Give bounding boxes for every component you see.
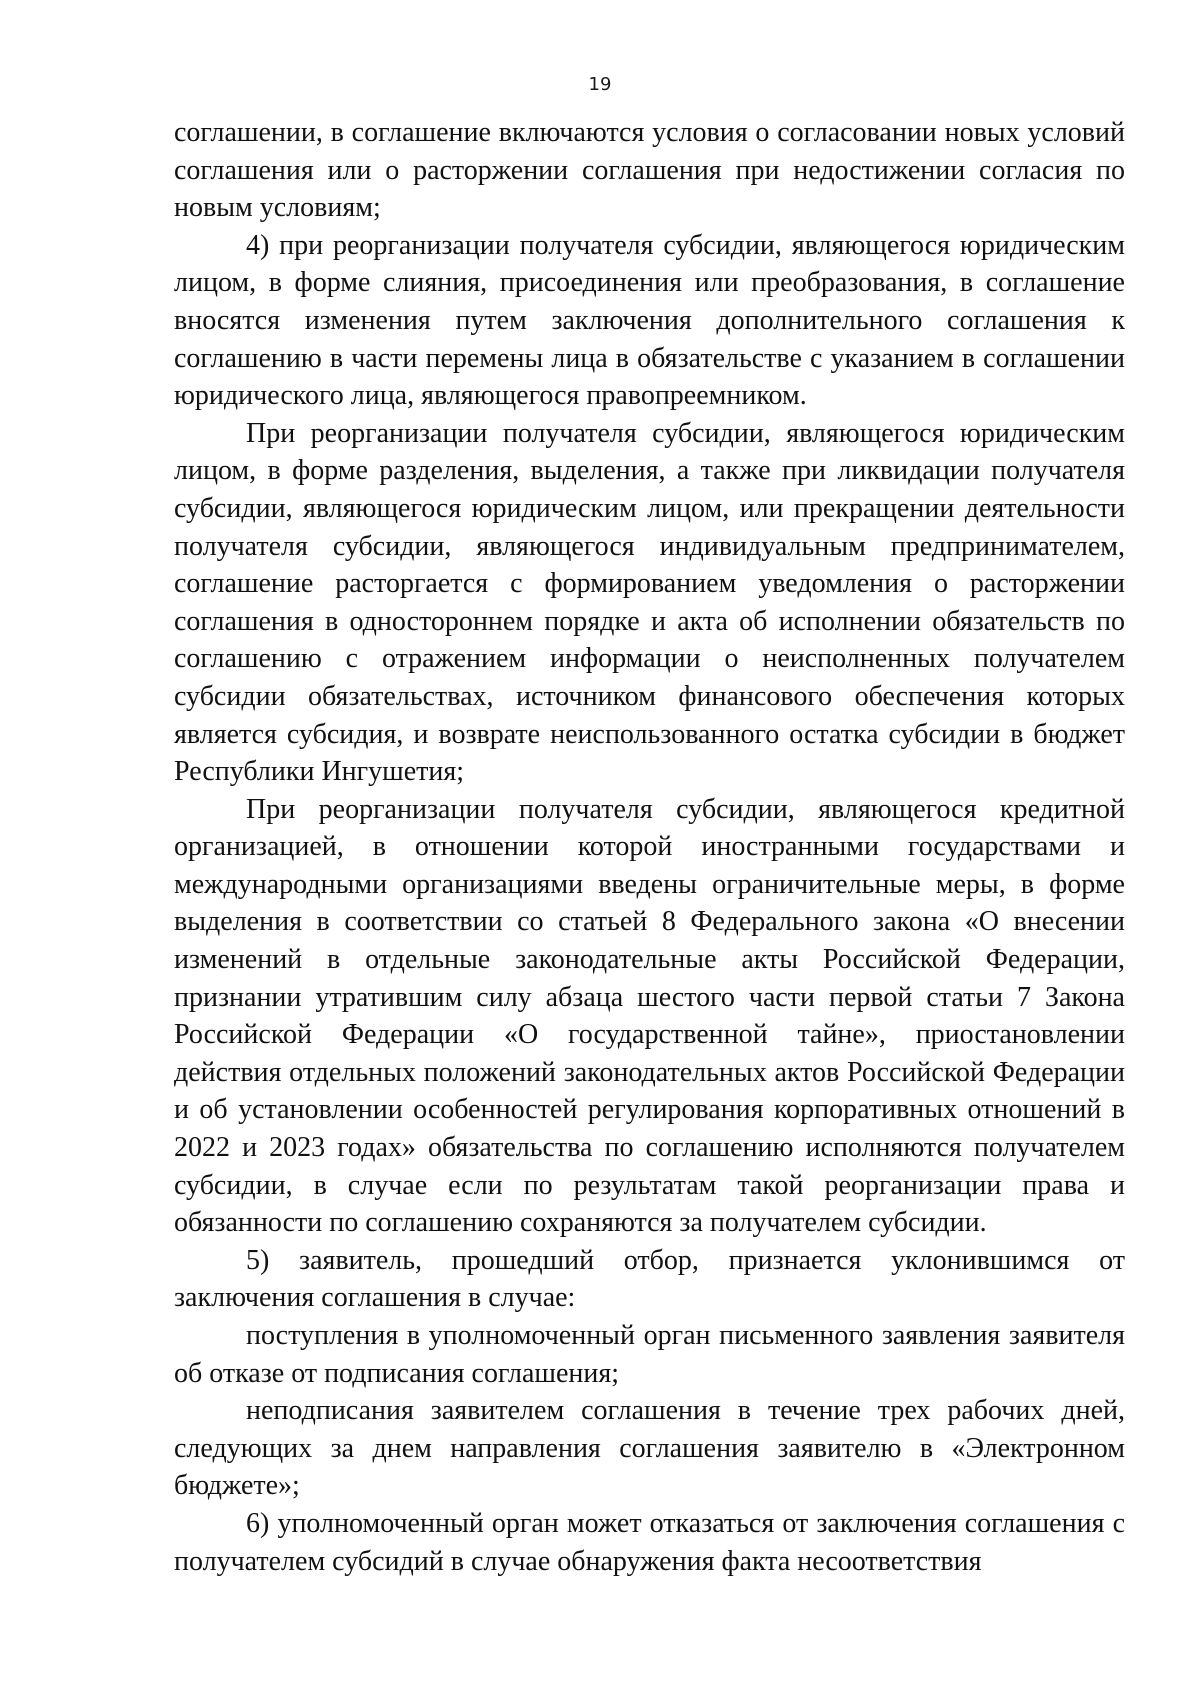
paragraph-item-5: 5) заявитель, прошедший отбор, признается уклонившимся от заключения соглашения в случае: [174,1244,1125,1314]
paragraph-reorganization-credit-organization: При реорганизации получателя субсидии, являющегося кредитной организацией, в отношении которой иностранными государствами и международными организациями введены ограничительные меры, в форме выделения в соответствии со статьей 8 Федерального закона «О внесении изменений в отдельные законодательные акты Российской Федерации, признании утратившим силу абзаца шестого части первой статьи 7 Закона Российской Федерации «О государственной тайне», приостановлении действия отдельных положений законодательных актов Российской Федерации и об установлении особенностей регулирования корпоративных отношений в 2022 и 2023 годах» обязательства по соглашению исполняются получателем субсидии, в случае если по результатам такой реорганизации права и обязанности по соглашению сохраняются за получателем субсидии. [174,793,1125,1239]
document-body [174,114,1125,1580]
paragraph-non-signing: неподписания заявителем соглашения в течение трех рабочих дней, следующих за днем направления соглашения заявителю в «Электронном бюджете»; [174,1395,1125,1502]
paragraph-item-4: 4) при реорганизации получателя субсидии, являющегося юридическим лицом, в форме слияния, присоединения или преобразования, в соглашение вносятся изменения путем заключения дополнительного соглашения к соглашению в части перемены лица в обязательстве с указанием в соглашении юридического лица, являющегося правопреемником. [174,229,1125,412]
paragraph-continuation: соглашении, в соглашение включаются условия о согласовании новых условий соглашения или о расторжении соглашения при недостижении согласия по новым условиям; [174,117,1125,224]
paragraph-item-6: 6) уполномоченный орган может отказаться от заключения соглашения с получателем субсидий в случае обнаружения факта несоответствия [174,1507,1125,1577]
paragraph-written-refusal: поступления в уполномоченный орган письменного заявления заявителя об отказе от подписания соглашения; [174,1320,1125,1389]
page-number: 19 [588,74,612,95]
paragraph-reorganization-separation: При реорганизации получателя субсидии, являющегося юридическим лицом, в форме разделения, выделения, а также при ликвидации получателя субсидии, являющегося юридическим лицом, или прекращении деятельности получателя субсидии, являющегося индивидуальным предпринимателем, соглашение расторгается с формированием уведомления о расторжении соглашения в одностороннем порядке и акта об исполнении обязательств по соглашению с отражением информации о неисполненных получателем субсидии обязательствах, источником финансового обеспечения которых является субсидия, и возврате неиспользованного остатка субсидии в бюджет Республики Ингушетия; [174,417,1125,788]
